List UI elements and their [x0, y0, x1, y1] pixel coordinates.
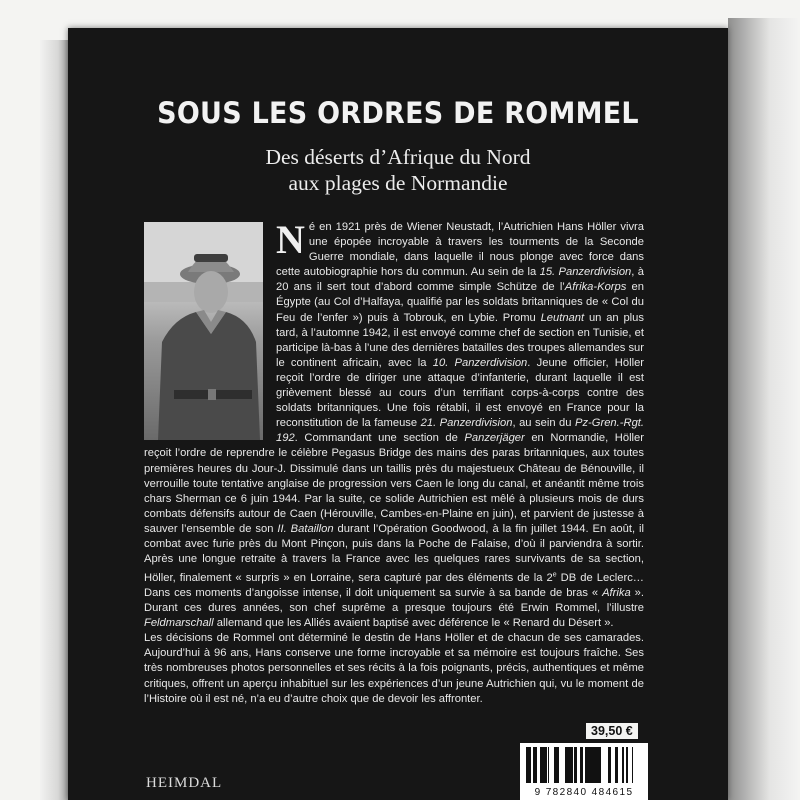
barcode-bar [567, 747, 570, 783]
blurb-segment: Panzerjäger [464, 432, 525, 445]
blurb-segment: en Normandie, Höller reçoit l’ordre de reprendre le célèbre Pegasus Bridge des mains des paras britanniques, aux toutes premières heures du Jour-J. Dissimulé dans un taillis près du majestueux Château de Bénouville, il verrouille toute tentative anglaise de progression vers Caen le long du canal, et anéantit même trois chars Sherman ce 6 juin 1944. Par la suite, ce solide Autrichien est mêlé à plusieurs mois de durs combats défensifs autour de Caen (Hérouville, Cambes-en-Plaine en juin), et parvient de justesse à sauver l’ensemble de son [144, 432, 644, 535]
plastic-wrap-right-edge [728, 18, 798, 800]
blurb-segment: un an plus tard, à l’automne 1942, il est envoyé comme chef de section en Tunisie, et participe là-bas à l’une des dernières batailles des troupes allemandes sur le continent africain, avec la [276, 311, 644, 369]
drop-cap: N [276, 217, 305, 262]
blurb-segment: , au sein du [512, 417, 575, 430]
plastic-wrap-left-edge [40, 40, 70, 800]
blurb-segment: durant l’Opération Goodwood, à la fin juillet 1944. En août, il combat avec furie près du Mont Pinçon, puis dans la Poche de Falaise, d’où il parviendra à sortir. Après une longue retraite à travers la France avec les quelques rares survivants de sa section, Höller, finalement « surpris » en Lorraine, sera capturé par des éléments de la 2 [144, 522, 644, 584]
barcode-bar [557, 747, 559, 783]
photo-spacer [144, 220, 276, 442]
barcode-bar [594, 747, 597, 783]
blurb-text [144, 217, 645, 707]
barcode-bar [622, 747, 624, 783]
blurb-segment: e [552, 571, 557, 579]
blurb-segment: Afrika [602, 586, 631, 599]
barcode-bar [574, 747, 577, 783]
barcode-bar [554, 747, 556, 783]
blurb-segment: 15. Panzerdivision [539, 266, 632, 279]
barcode-bar [540, 747, 542, 783]
blurb-segment: en Égypte (au Col d’Halfaya, qualifié par les soldats britanniques de « Col du Feu de l’enfer ») puis à Tobrouk, en Lybie. Promu [276, 281, 644, 324]
barcode-bar [608, 747, 611, 783]
barcode-bar [542, 747, 545, 783]
publisher-logo: HEIMDAL [146, 775, 223, 791]
barcode-bar [632, 747, 633, 783]
blurb-segment: Pz-Gren.-Rgt. 192 [276, 417, 645, 445]
blurb-segment: . Jeune officier, Höller reçoit l’ordre de diriger une attaque d’infanterie, durant laquelle il est grièvement blessé au cours d’un terrifiant corps-à-corps contre des soldats britanniques. Une fois rétabli, il est envoyé en France pour la reconstitution de la fameuse [276, 356, 645, 430]
isbn-barcode [520, 743, 648, 800]
barcode-bar [530, 747, 531, 783]
barcode-bar [590, 747, 593, 783]
book-title: SOUS LES ORDRES DE ROMMEL [157, 96, 639, 130]
barcode-bar [593, 747, 594, 783]
barcode-bar [556, 747, 557, 783]
barcode-bar [627, 747, 628, 783]
barcode-bar [548, 747, 549, 783]
barcode-bars [520, 743, 648, 787]
blurb-segment: . Commandant une section de [294, 432, 465, 445]
barcode-bar [626, 747, 627, 783]
blurb-segment: é en 1921 près de Wiener Neustadt, l’Autrichien Hans Höller vivra une épopée incroyable à travers les tourments de la Seconde Guerre mondiale, dans laquelle il nous plonge avec force dans cette autobiographie hors du commun. Au sein de la [276, 221, 644, 279]
blurb-segment: Afrika-Korps [564, 281, 627, 294]
barcode-bar [570, 747, 573, 783]
price-label: 39,50 € [586, 723, 638, 739]
barcode-bar [565, 747, 567, 783]
barcode-bar [580, 747, 583, 783]
subtitle-line-2: aux plages de Normandie [288, 171, 508, 195]
barcode-bar [533, 747, 536, 783]
barcode-bar [599, 747, 601, 783]
barcode-bar [536, 747, 537, 783]
barcode-bar [585, 747, 587, 783]
blurb-segment: Feldmarschall [144, 617, 214, 630]
barcode-bar [597, 747, 599, 783]
blurb-segment: , à 20 ans il sert tout d’abord comme simple Schütze de l’ [276, 266, 644, 294]
barcode-bar [526, 747, 528, 783]
blurb-segment: II. Bataillon [277, 522, 334, 535]
barcode-bar [615, 747, 618, 783]
blurb-segment: DB de Leclerc… Dans ces moments d’angoisse intense, il doit uniquement sa survie à sa bande de bras « [144, 571, 644, 599]
barcode-bar [545, 747, 547, 783]
blurb-paragraph-2: Les décisions de Rommel ont déterminé le destin de Hans Höller et de chacun de ses camarades. Aujourd’hui à 96 ans, Hans conserve une forme incroyable et sa mémoire est toujours fraîche. Ses très nombreuses photos personnelles et ses récits à la fois poignants, précis, authentiques et même critiques, offrent un aperçu inhabituel sur les expériences d’un jeune Autrichien qui, vu le moment de l’Histoire où il est né, n’a eu d’autre choix que de devoir les affronter. [144, 632, 644, 705]
barcode-bar [587, 747, 590, 783]
blurb-segment: allemand que les Alliés avaient baptisé avec déférence le « Renard du Désert ». [213, 617, 614, 630]
blurb-segment: 21. Panzerdivision [420, 417, 513, 430]
subtitle-line-1: Des déserts d’Afrique du Nord [265, 145, 531, 169]
blurb-segment: Leutnant [540, 311, 585, 324]
blurb-segment: ». Durant ces dures années, son chef suprême a presque toujours été Erwin Rommel, l’illustre [144, 586, 644, 615]
barcode-bar [528, 747, 530, 783]
isbn-digits: 9 782840 484615 [534, 787, 634, 798]
book-subtitle [68, 144, 728, 196]
blurb-segment: 10. Panzerdivision [432, 356, 528, 369]
